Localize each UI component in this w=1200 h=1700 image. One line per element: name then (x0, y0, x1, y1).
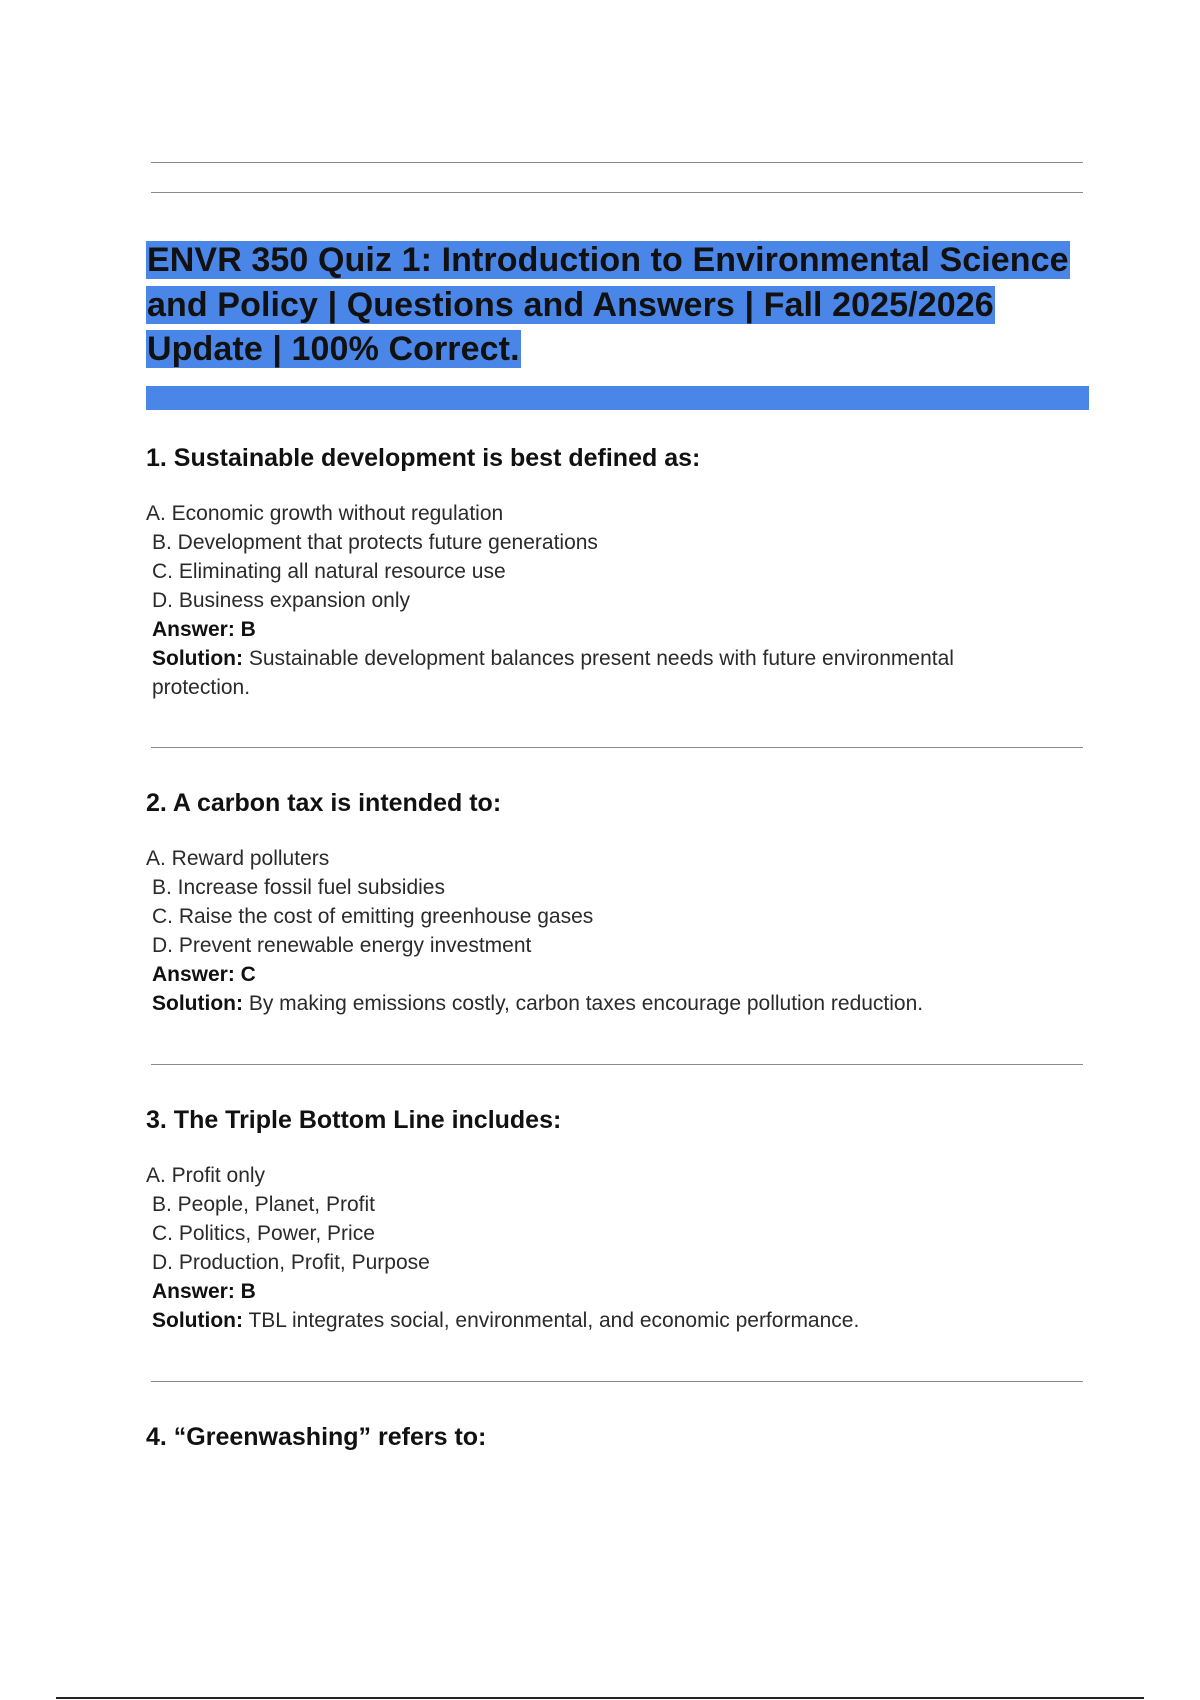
option-a: A. Economic growth without regulation (146, 502, 504, 525)
solution-text: TBL integrates social, environmental, and economic performance. (242, 1309, 860, 1332)
solution-label: Solution: (152, 992, 243, 1015)
option-c: C. Eliminating all natural resource use (152, 560, 506, 583)
divider (151, 1064, 1083, 1065)
divider (151, 1381, 1083, 1382)
option-d: D. Production, Profit, Purpose (152, 1251, 430, 1274)
document-title (146, 238, 1096, 372)
solution-text: Sustainable development balances present needs with future environmental protection. (152, 647, 954, 699)
options-list (146, 1161, 1086, 1335)
option-c: C. Politics, Power, Price (152, 1222, 375, 1245)
question-heading: 4. “Greenwashing” refers to: (146, 1423, 487, 1451)
question-heading: 1. Sustainable development is best defined as: (146, 444, 701, 472)
solution (146, 989, 1032, 1018)
solution-text: By making emissions costly, carbon taxes encourage pollution reduction. (242, 992, 924, 1015)
options-list (146, 844, 1086, 1018)
question-heading: 3. The Triple Bottom Line includes: (146, 1106, 562, 1134)
divider (151, 192, 1083, 193)
option-a: A. Profit only (146, 1164, 266, 1187)
solution-label: Solution: (152, 647, 243, 670)
question-2 (146, 788, 1086, 1018)
question-heading: 2. A carbon tax is intended to: (146, 789, 502, 817)
title-highlight: ENVR 350 Quiz 1: Introduction to Environmental Science and Policy | Questions and Answers | Fall 2025/2026 Update | 100% Correct. (147, 241, 1069, 368)
question-3 (146, 1105, 1086, 1335)
question-1 (146, 443, 1086, 702)
answer: Answer: B (152, 1280, 256, 1303)
option-b: B. Increase fossil fuel subsidies (152, 876, 445, 899)
solution (146, 1306, 1032, 1335)
option-d: D. Prevent renewable energy investment (152, 934, 532, 957)
solution-label: Solution: (152, 1309, 243, 1332)
option-b: B. People, Planet, Profit (152, 1193, 375, 1216)
answer: Answer: C (152, 963, 256, 986)
option-b: B. Development that protects future generations (152, 531, 598, 554)
solution (146, 644, 1032, 702)
answer: Answer: B (152, 618, 256, 641)
options-list (146, 499, 1086, 702)
divider (151, 747, 1083, 748)
option-d: D. Business expansion only (152, 589, 410, 612)
title-highlight-bar (146, 386, 1089, 410)
question-4 (146, 1422, 1086, 1452)
option-a: A. Reward polluters (146, 847, 330, 870)
option-c: C. Raise the cost of emitting greenhouse gases (152, 905, 594, 928)
page-bottom-rule (56, 1697, 1144, 1699)
divider (151, 162, 1083, 163)
